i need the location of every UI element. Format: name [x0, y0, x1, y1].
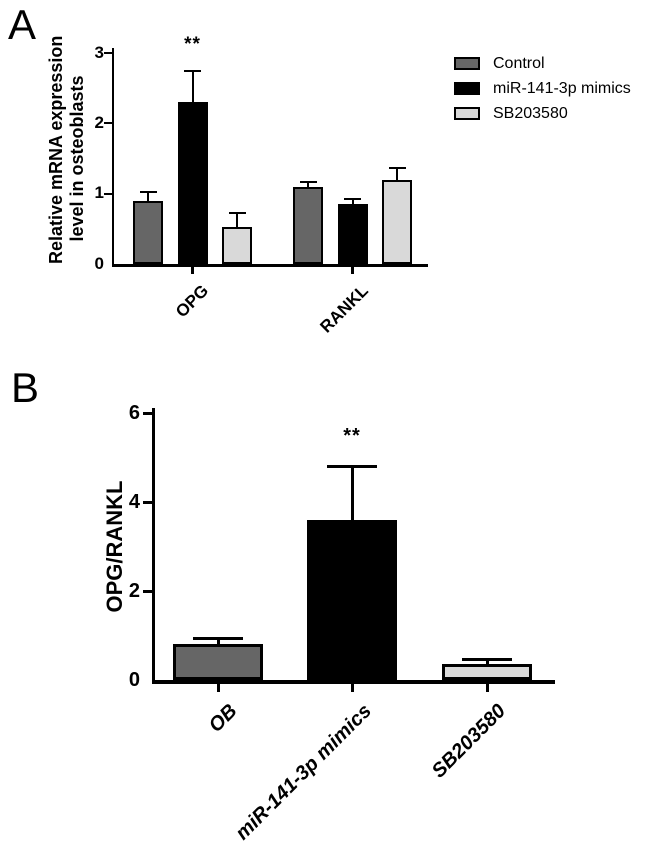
legend-label: SB203580: [493, 105, 568, 122]
y-axis-title-line-1: Relative mRNA expression: [46, 35, 66, 264]
error-bar-cap-mir-141-3p-mimics-rankl: [344, 198, 361, 200]
error-bar-cap-mir-141-3p-mimics: [327, 465, 377, 468]
y-axis: [152, 408, 155, 684]
x-axis: [152, 680, 555, 684]
error-bar-cap-mir-141-3p-mimics-opg: [184, 70, 201, 72]
y-tick: [143, 501, 152, 504]
error-bar-cap-sb203580-rankl: [389, 167, 406, 169]
significance-marker: **: [184, 34, 201, 55]
y-axis: [112, 48, 114, 267]
y-tick-label: 0: [94, 253, 104, 273]
x-tick: [351, 684, 354, 692]
x-axis-label-sb203580: SB203580: [428, 700, 511, 783]
legend-item-mir-141-3p-mimics: [454, 81, 631, 96]
bar-mir-141-3p-mimics-opg: [178, 102, 208, 264]
x-axis: [112, 264, 428, 267]
significance-marker: **: [343, 425, 361, 447]
y-tick-label: 4: [128, 491, 140, 513]
error-bar-cap-sb203580-opg: [229, 212, 246, 214]
error-bar-line-mir-141-3p-mimics: [351, 466, 354, 523]
y-tick-label: 0: [128, 669, 140, 691]
panel-b-y-axis-title: OPG/RANKL: [102, 480, 127, 613]
error-bar-cap-ob: [193, 637, 243, 640]
bar-control-rankl: [293, 187, 323, 264]
y-tick-label: 2: [94, 113, 104, 133]
legend-item-control: [454, 56, 631, 71]
bar-control-opg: [133, 201, 163, 264]
y-tick: [143, 412, 152, 415]
y-tick-label: 3: [94, 42, 104, 62]
x-tick: [351, 267, 354, 274]
legend-swatch-control: [454, 57, 480, 70]
y-tick-label: 1: [94, 183, 104, 203]
y-tick: [104, 52, 112, 54]
panel-a-legend: [454, 56, 631, 131]
y-tick: [143, 590, 152, 593]
x-axis-label-ob: OB: [204, 700, 242, 737]
bar-sb203580-rankl: [382, 180, 412, 264]
error-bar-cap-control-rankl: [300, 181, 317, 183]
panel-a-y-axis-title: [46, 35, 90, 264]
panel-b-plot: [128, 402, 555, 845]
bar-mir-141-3p-mimics-rankl: [338, 204, 368, 264]
panel-a-letter: A: [8, 1, 37, 48]
legend-label: Control: [493, 55, 545, 72]
x-axis-label-mir-141-3p-mimics: miR-141-3p mimics: [231, 700, 376, 845]
panel-a-plot: [94, 34, 428, 337]
legend-item-sb203580: [454, 106, 631, 121]
x-axis-label-rankl: RANKL: [316, 281, 372, 337]
error-bar-cap-control-opg: [140, 191, 157, 193]
y-tick-label: 6: [128, 402, 140, 424]
x-tick: [217, 684, 220, 692]
x-tick: [486, 684, 489, 692]
y-tick: [104, 193, 112, 195]
bar-sb203580: [442, 664, 532, 680]
bar-ob: [173, 644, 263, 680]
bar-mir-141-3p-mimics: [307, 520, 397, 680]
legend-swatch-sb203580: [454, 107, 480, 120]
panel-b-letter: B: [11, 364, 40, 411]
y-axis-title-line-2: level in osteoblasts: [67, 75, 87, 242]
y-tick: [104, 122, 112, 124]
bar-sb203580-opg: [222, 227, 252, 264]
legend-swatch-mir-141-3p-mimics: [454, 82, 480, 95]
legend-label: miR-141-3p mimics: [493, 80, 631, 97]
x-tick: [191, 267, 194, 274]
error-bar-line-mir-141-3p-mimics-opg: [192, 71, 194, 107]
error-bar-cap-sb203580: [462, 658, 512, 661]
x-axis-label-opg: OPG: [171, 281, 212, 322]
y-tick-label: 2: [128, 580, 140, 602]
